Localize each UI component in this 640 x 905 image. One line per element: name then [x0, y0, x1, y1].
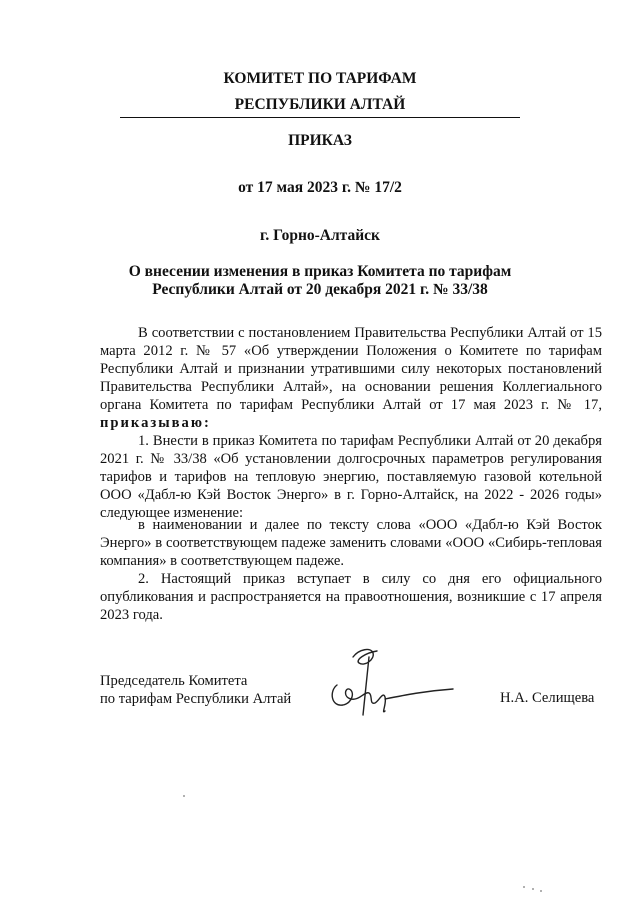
signatory-position-line1: Председатель Комитета	[100, 673, 248, 689]
date-number: от 17 мая 2023 г. № 17/2	[238, 179, 402, 196]
committee-name-line1: КОМИТЕТ ПО ТАРИФАМ	[223, 70, 417, 87]
doc-type: ПРИКАЗ	[288, 132, 352, 149]
city: г. Горно-Алтайск	[260, 227, 380, 244]
subject-line1: О внесении изменения в приказ Комитета по тарифам	[128, 263, 512, 280]
item-1-detail: в наименовании и далее по тексту слова «ООО «Дабл-ю Кэй Восток Энерго» в соответствующем падеже заменить словами «ООО «Сибирь-тепловая компания» в соответствующем падеже.	[100, 517, 602, 569]
signatory-name: Н.А. Селищева	[500, 690, 595, 706]
order-word: приказываю:	[100, 415, 211, 431]
scan-speck	[523, 886, 525, 888]
committee-name-line2: РЕСПУБЛИКИ АЛТАЙ	[234, 96, 406, 113]
header-rule	[120, 117, 520, 118]
scan-speck	[532, 888, 534, 890]
signatory-position	[100, 672, 291, 708]
scan-speck	[183, 795, 185, 797]
scan-speck	[540, 890, 542, 892]
item-2: 2. Настоящий приказ вступает в силу со дня его официального опубликования и распространяется на правоотношения, возникшие с 17 апреля 2023 года.	[100, 571, 602, 623]
item-1: 1. Внести в приказ Комитета по тарифам Республики Алтай от 20 декабря 2021 г. № 33/38 «Об установлении долгосрочных параметров регулирования тарифов и тарифов на тепловую энергию, поставляемую газовой котельной ООО «Дабл-ю Кэй Восток Энерго» в г. Горно-Алтайск, на 2022 - 2026 годы» следующее изменение:	[100, 433, 602, 521]
subject-line2: Республики Алтай от 20 декабря 2021 г. № 33/38	[152, 281, 488, 298]
signatory-position-line2: по тарифам Республики Алтай	[100, 691, 292, 707]
preamble-text: В соответствии с постановлением Правительства Республики Алтай от 15 марта 2012 г. № 57 «Об утверждении Положения о Комитете по тарифам Республики Алтай и признании утратившими силу некоторых постановлений Правительства Республики Алтай», на основании решения Коллегиального органа Комитета по тарифам Республики Алтай от 17 мая 2023 г. № 17,	[100, 325, 602, 413]
preamble-paragraph	[100, 324, 602, 432]
handwritten-signature	[325, 645, 465, 725]
